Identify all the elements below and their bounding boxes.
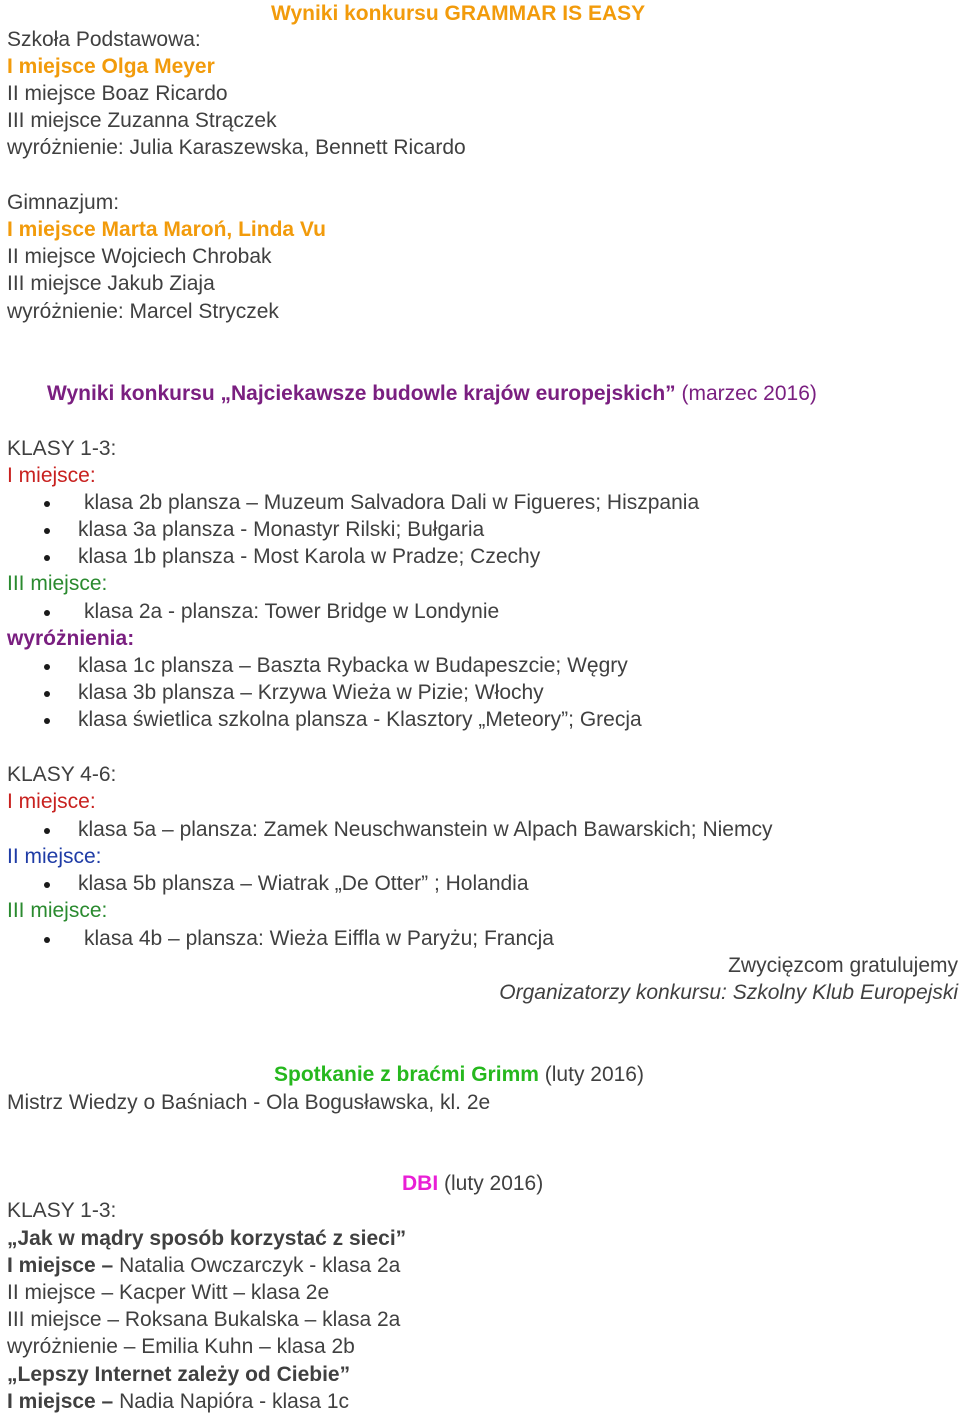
dbi-heading (402, 1170, 543, 1197)
dbi-t1-third: III miejsce – Roksana Bukalska – klasa 2a (7, 1308, 401, 1331)
budowle-heading (47, 380, 817, 407)
dbi-t1-first (7, 1252, 400, 1279)
dbi-topic-1: „Jak w mądry sposób korzystać z sieci” (7, 1227, 407, 1250)
bullet (44, 555, 50, 561)
list-item: klasa 2b plansza – Muzeum Salvadora Dali w Figueres; Hiszpania (84, 491, 700, 514)
congratulations: Zwycięzcom gratulujemy (728, 954, 958, 977)
dbi-t1-first-name: Natalia Owczarczyk - klasa 2a (113, 1254, 401, 1277)
dbi-t1-first-label: I miejsce – (7, 1254, 114, 1277)
k46-second-label: II miejsce: (7, 845, 102, 868)
dbi-t1-honor: wyróżnienie – Emilia Kuhn – klasa 2b (7, 1335, 355, 1358)
bullet (44, 501, 50, 507)
sp-label: Szkoła Podstawowa: (7, 28, 201, 51)
organizers: Organizatorzy konkursu: Szkolny Klub Europejski (499, 981, 958, 1004)
list-item: klasa 3b plansza – Krzywa Wieża w Pizie; Włochy (78, 681, 544, 704)
sp-honorable-mention: wyróżnienie: Julia Karaszewska, Bennett Ricardo (7, 136, 466, 159)
bullet (44, 691, 50, 697)
gim-honorable-mention: wyróżnienie: Marcel Stryczek (7, 300, 279, 323)
dbi-t1-second: II miejsce – Kacper Witt – klasa 2e (7, 1281, 330, 1304)
k13-third-label: III miejsce: (7, 572, 108, 595)
list-item: klasa 5a – plansza: Zamek Neuschwanstein w Alpach Bawarskich; Niemcy (78, 818, 773, 841)
dbi-t2-first-name: Nadia Napióra - klasa 1c (113, 1390, 350, 1413)
bullet (44, 610, 50, 616)
list-item: klasa 4b – plansza: Wieża Eiffla w Paryżu; Francja (84, 927, 554, 950)
budowle-date: (marzec 2016) (681, 382, 817, 405)
list-item: klasa 3a plansza - Monastyr Rilski; Bułgaria (78, 518, 485, 541)
list-item: klasa 1c plansza – Baszta Rybacka w Budapeszcie; Węgry (78, 654, 628, 677)
sp-first-place: I miejsce Olga Meyer (7, 55, 215, 78)
bullet (44, 882, 50, 888)
gim-label: Gimnazjum: (7, 191, 120, 214)
grimm-date: (luty 2016) (544, 1063, 644, 1086)
sp-third-place: III miejsce Zuzanna Strączek (7, 109, 277, 132)
dbi-title: DBI (402, 1172, 439, 1195)
k13-first-label: I miejsce: (7, 464, 96, 487)
list-item: klasa 1b plansza - Most Karola w Pradze; Czechy (78, 545, 541, 568)
budowle-title: Wyniki konkursu „Najciekawsze budowle krajów europejskich” (47, 382, 676, 405)
dbi-k13-label: KLASY 1-3: (7, 1199, 117, 1222)
k13-honor-label: wyróżnienia: (7, 627, 135, 650)
dbi-topic-2: „Lepszy Internet zależy od Ciebie” (7, 1363, 351, 1386)
bullet (44, 528, 50, 534)
bullet (44, 828, 50, 834)
list-item: klasa świetlica szkolna plansza - Klasztory „Meteory”; Grecja (78, 708, 642, 731)
gim-third-place: III miejsce Jakub Ziaja (7, 272, 215, 295)
bullet (44, 718, 50, 724)
k13-label: KLASY 1-3: (7, 437, 117, 460)
sp-second-place: II miejsce Boaz Ricardo (7, 82, 228, 105)
grammar-title: Wyniki konkursu GRAMMAR IS EASY (271, 2, 646, 25)
grimm-heading (274, 1061, 644, 1088)
bullet (44, 937, 50, 943)
dbi-date: (luty 2016) (444, 1172, 544, 1195)
grimm-title: Spotkanie z braćmi Grimm (274, 1063, 539, 1086)
k46-label: KLASY 4-6: (7, 763, 117, 786)
grimm-winner: Mistrz Wiedzy o Baśniach - Ola Bogusławska, kl. 2e (7, 1091, 491, 1114)
list-item: klasa 2a - plansza: Tower Bridge w Londynie (84, 600, 500, 623)
k46-first-label: I miejsce: (7, 790, 96, 813)
gim-second-place: II miejsce Wojciech Chrobak (7, 245, 272, 268)
dbi-t2-first (7, 1388, 349, 1415)
gim-first-place: I miejsce Marta Maroń, Linda Vu (7, 218, 326, 241)
list-item: klasa 5b plansza – Wiatrak „De Otter” ; Holandia (78, 872, 529, 895)
dbi-t2-first-label: I miejsce – (7, 1390, 114, 1413)
bullet (44, 664, 50, 670)
k46-third-label: III miejsce: (7, 899, 108, 922)
